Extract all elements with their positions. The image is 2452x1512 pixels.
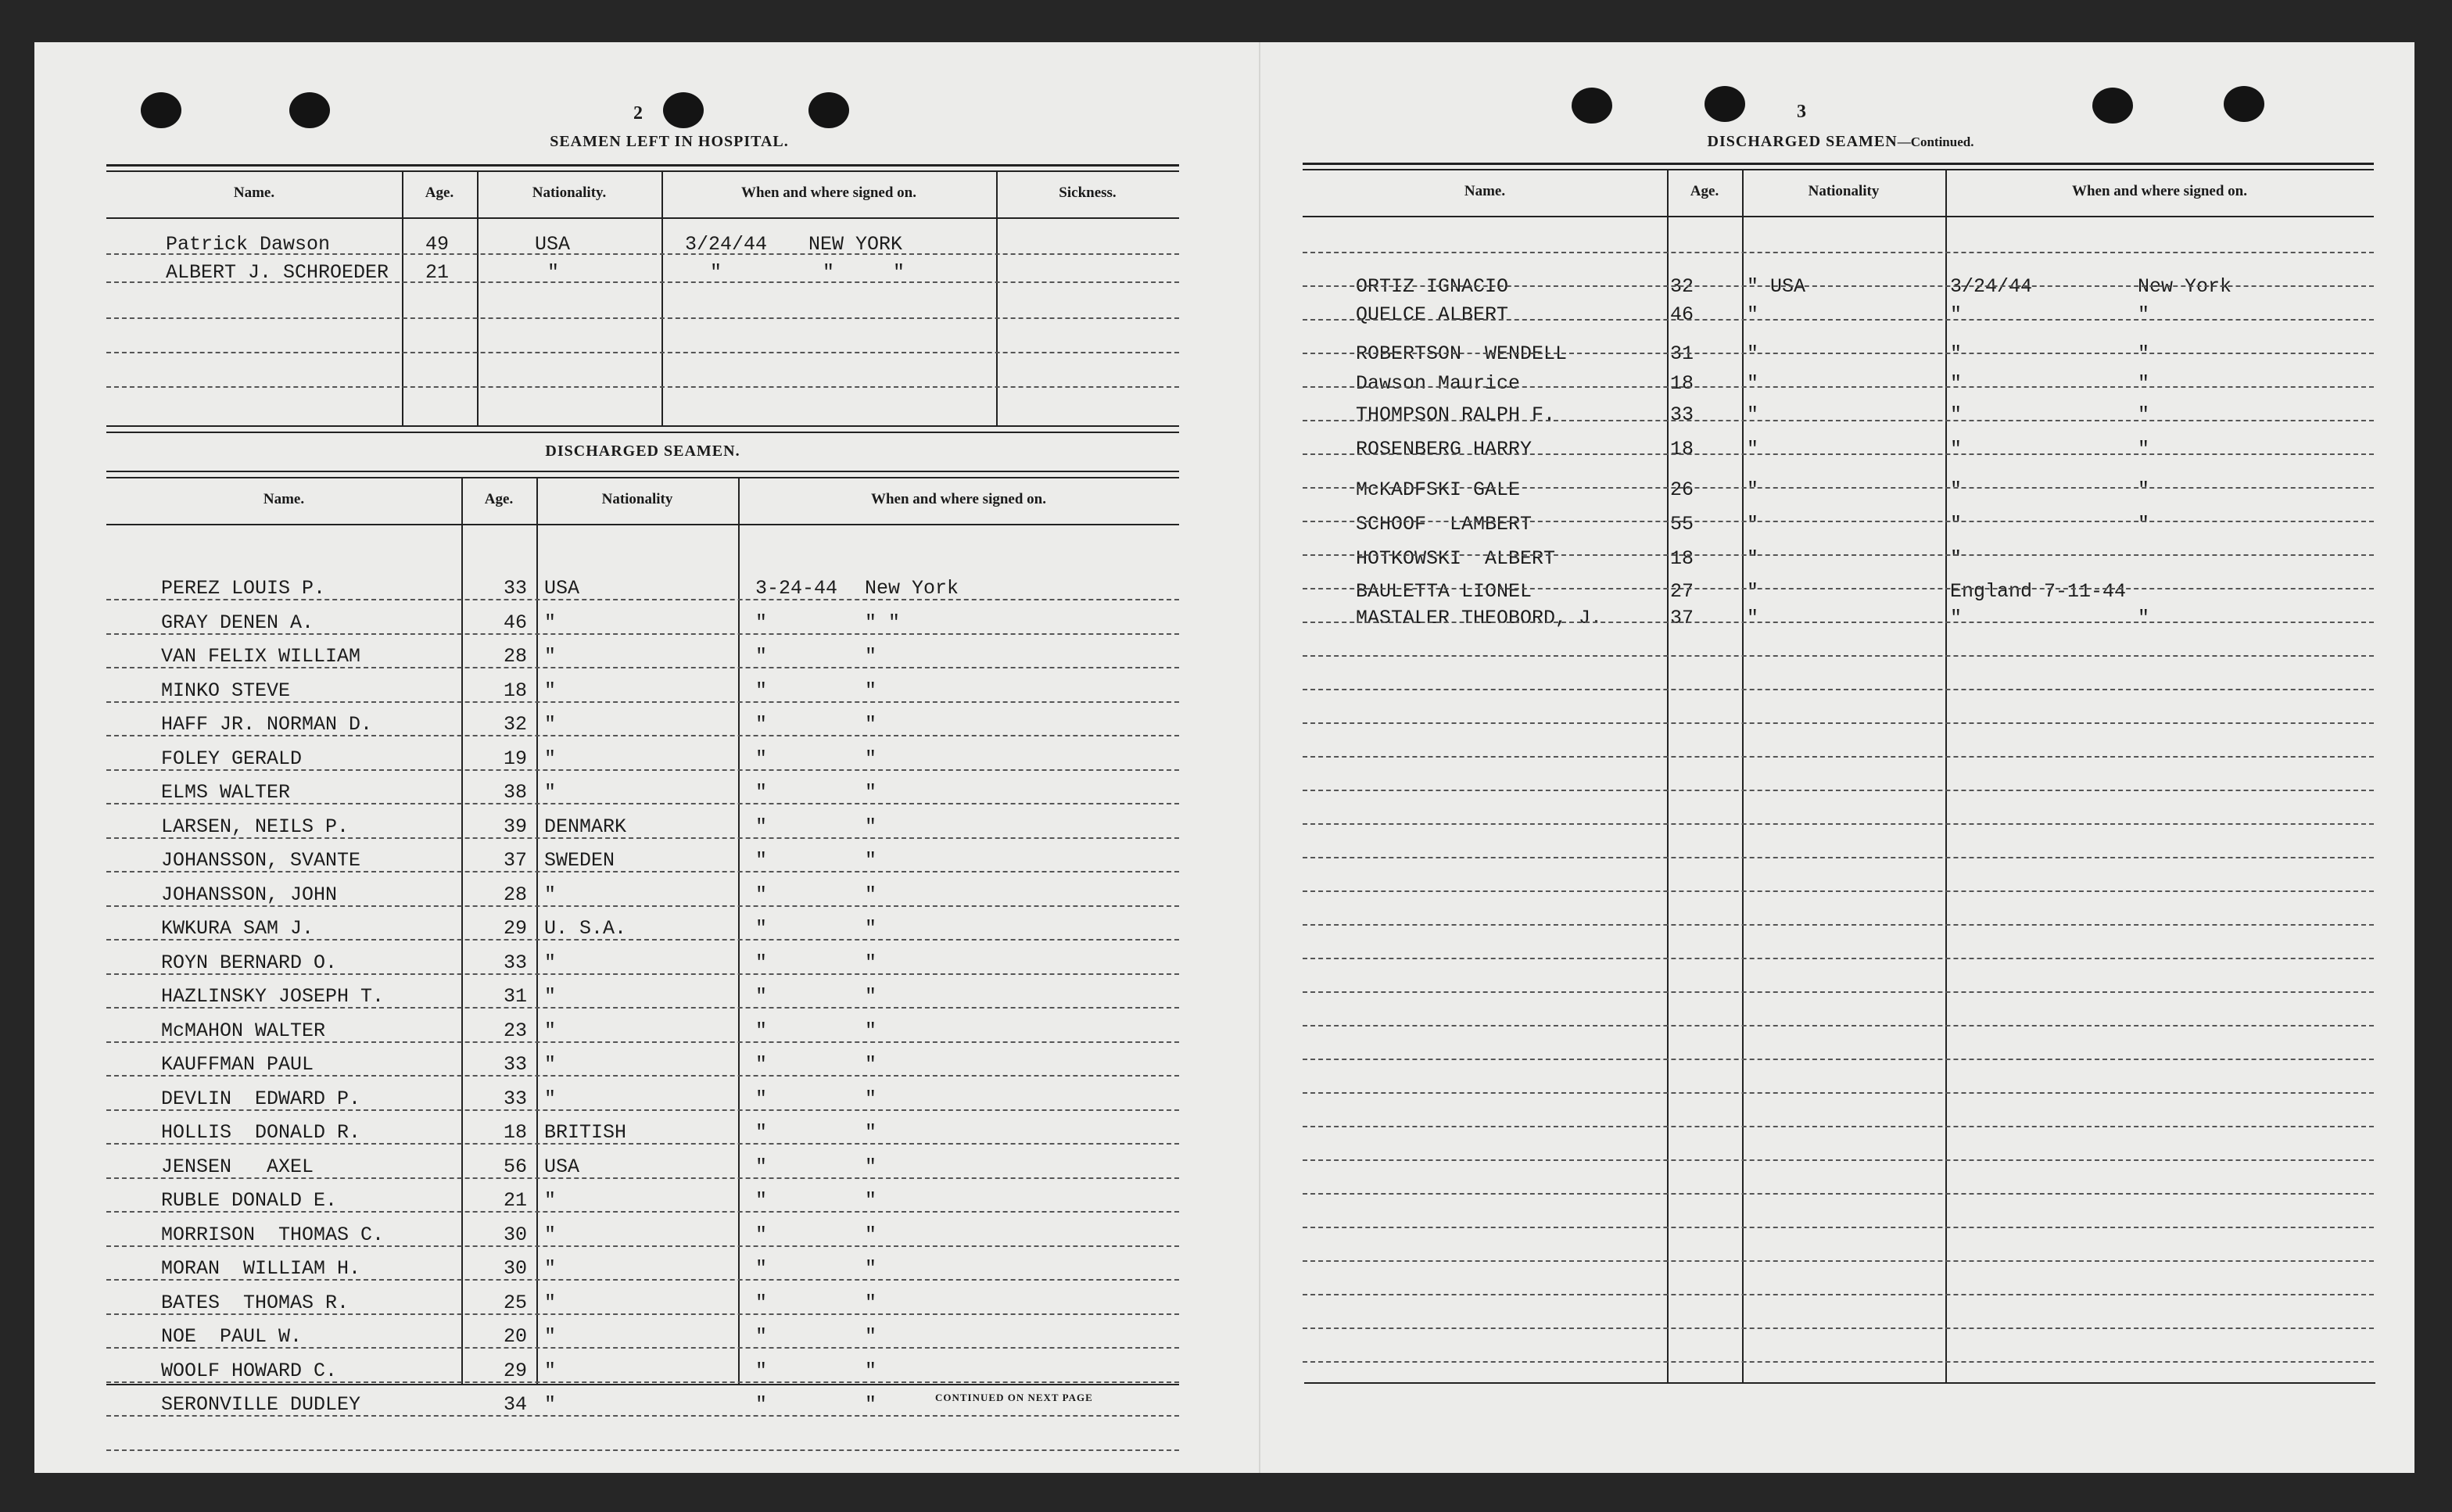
seaman-name: ELMS WALTER [161, 781, 291, 804]
ruled-line [1303, 588, 2374, 589]
seaman-name: MORRISON THOMAS C. [161, 1223, 385, 1246]
signed-on-date: " [755, 1087, 768, 1110]
signed-on-date: " [1950, 303, 1963, 326]
rule [106, 432, 1179, 433]
seaman-nationality: " [544, 713, 557, 736]
page-number-left: 2 [633, 103, 643, 124]
rule [106, 164, 1179, 167]
signed-on-place: New York [2138, 275, 2232, 298]
ruled-line [1303, 958, 2374, 959]
ruled-line [1303, 1227, 2374, 1228]
signed-on-date: " [755, 883, 768, 906]
ruled-line [1303, 420, 2374, 421]
seaman-nationality: " [1747, 547, 1759, 570]
signed-on-date: 3/24/44 [1950, 275, 2033, 298]
seaman-name: ORTIZ IGNACIO [1356, 275, 1509, 298]
ruled-line [106, 599, 1179, 600]
ruled-line [106, 1177, 1179, 1179]
seaman-nationality: USA [544, 1155, 580, 1178]
seaman-name: HAZLINSKY JOSEPH T. [161, 985, 385, 1008]
ruled-line [106, 1041, 1179, 1043]
signed-on-place: " [865, 849, 877, 872]
seaman-name: Dawson Maurice [1356, 372, 1521, 395]
signed-on-place: " [865, 1121, 877, 1144]
seaman-nationality: " [544, 1053, 557, 1076]
seaman-name: ROYN BERNARD O. [161, 951, 338, 974]
signed-on-date: " [755, 611, 768, 634]
punch-hole [2092, 88, 2133, 124]
seaman-name: JENSEN AXEL [161, 1155, 314, 1178]
signed-on-place: " [865, 917, 877, 940]
seaman-age: 29 [504, 917, 528, 940]
column-header-sickness: Sickness. [1059, 185, 1117, 201]
seaman-nationality: " [544, 1393, 557, 1416]
rule [1303, 216, 2374, 217]
seaman-age: 37 [504, 849, 528, 872]
ruled-line [106, 837, 1179, 839]
seaman-nationality: " [1747, 303, 1759, 326]
seaman-nationality: " [544, 985, 557, 1008]
signed-on-place: " [865, 1019, 877, 1042]
ruled-line [1303, 487, 2374, 489]
ruled-line [1303, 924, 2374, 926]
ruled-line [106, 1279, 1179, 1281]
seaman-age: 28 [504, 883, 528, 906]
seaman-name: SERONVILLE DUDLEY [161, 1393, 361, 1416]
signed-on-place: " " [865, 611, 901, 634]
hospital-age: 21 [425, 261, 450, 284]
seaman-name: BATES THOMAS R. [161, 1291, 350, 1314]
signed-on-date: England 7-11-44 [1950, 580, 2127, 603]
seaman-nationality: " [544, 1359, 557, 1382]
signed-on-place: " [865, 1223, 877, 1246]
signed-on-date: " [755, 951, 768, 974]
document-sheet [34, 42, 2414, 1473]
ruled-line [1303, 1260, 2374, 1262]
page-number-right: 3 [1797, 102, 1806, 122]
ruled-line [1303, 1059, 2374, 1060]
signed-on-date: " [755, 1325, 768, 1348]
rule [106, 170, 1179, 172]
seaman-nationality: " [544, 1223, 557, 1246]
signed-on-date: " [1950, 372, 1963, 395]
signed-on-place: " [865, 747, 877, 770]
hospital-nationality: USA [535, 233, 571, 256]
column-header-name: Name. [1464, 183, 1506, 199]
seaman-age: 33 [1670, 403, 1694, 426]
ruled-line [1303, 991, 2374, 993]
signed-on-place: " [865, 1393, 877, 1416]
seaman-nationality: " [544, 1019, 557, 1042]
signed-on-date: " [755, 1155, 768, 1178]
discharged-section-title: DISCHARGED SEAMEN. [545, 442, 740, 460]
ruled-line [106, 973, 1179, 975]
seaman-age: 32 [504, 713, 528, 736]
seaman-name: HOTKOWSKI ALBERT [1356, 547, 1556, 570]
seaman-age: 31 [1670, 342, 1694, 365]
ruled-line [1303, 756, 2374, 758]
signed-on-place: " [865, 1291, 877, 1314]
seaman-age: 18 [504, 679, 528, 702]
column-divider [461, 478, 463, 1385]
ruled-line [1303, 1025, 2374, 1027]
ruled-line [1303, 689, 2374, 690]
seaman-name: THOMPSON RALPH F. [1356, 403, 1556, 426]
ruled-line [1303, 1126, 2374, 1127]
seaman-age: 31 [504, 985, 528, 1008]
seaman-name: LARSEN, NEILS P. [161, 815, 350, 838]
signed-on-place: " [2138, 438, 2150, 460]
ruled-line [1303, 285, 2374, 287]
signed-on-date: " [755, 747, 768, 770]
seaman-name: SCHOOF LAMBERT [1356, 513, 1532, 536]
ruled-line [1303, 1327, 2374, 1329]
punch-hole [289, 92, 330, 128]
hospital-name: ALBERT J. SCHROEDER [166, 261, 389, 284]
hospital-place: NEW YORK [808, 233, 903, 256]
signed-on-place: " [2138, 478, 2150, 501]
seaman-nationality: " [544, 1291, 557, 1314]
ruled-line [1303, 252, 2374, 253]
seaman-age: 26 [1670, 478, 1694, 501]
signed-on-date: " [1950, 513, 1963, 536]
signed-on-date: " [755, 1053, 768, 1076]
column-header-signed-on: When and where signed on. [740, 185, 916, 201]
ruled-line [106, 1245, 1179, 1247]
seaman-name: HAFF JR. NORMAN D. [161, 713, 373, 736]
ruled-line [1303, 319, 2374, 321]
signed-on-date: " [1950, 478, 1963, 501]
ruled-line [1303, 1193, 2374, 1195]
seaman-name: ROBERTSON WENDELL [1356, 342, 1568, 365]
title-main: DISCHARGED SEAMEN [1707, 133, 1898, 150]
seaman-age: 33 [504, 951, 528, 974]
seaman-age: 18 [1670, 372, 1694, 395]
seaman-nationality: " [544, 747, 557, 770]
seaman-name: BAULETTA LIONEL [1356, 580, 1532, 603]
signed-on-place: " [865, 951, 877, 974]
signed-on-date: " [755, 781, 768, 804]
ruled-line [106, 769, 1179, 771]
signed-on-place: " [865, 1053, 877, 1076]
seaman-age: 30 [504, 1223, 528, 1246]
seaman-age: 39 [504, 815, 528, 838]
punch-hole [2224, 86, 2264, 122]
ruled-line [106, 633, 1179, 635]
ruled-line [106, 667, 1179, 668]
seaman-nationality: USA [544, 577, 580, 600]
column-header-signed-on: When and where signed on. [2071, 183, 2247, 199]
seaman-nationality: SWEDEN [544, 849, 615, 872]
seaman-nationality: " USA [1747, 275, 1806, 298]
seaman-nationality: " [1747, 580, 1759, 603]
seaman-age: 23 [504, 1019, 528, 1042]
signed-on-date: " [755, 1019, 768, 1042]
seaman-name: GRAY DENEN A. [161, 611, 314, 634]
column-header-nationality: Nationality. [532, 185, 607, 201]
ruled-line [106, 1109, 1179, 1111]
seaman-age: 46 [1670, 303, 1694, 326]
signed-on-place: " [865, 713, 877, 736]
seaman-name: McKADFSKI GALE [1356, 478, 1521, 501]
seaman-name: PEREZ LOUIS P. [161, 577, 326, 600]
ruled-line [1303, 353, 2374, 354]
hospital-date: 3/24/44 [685, 233, 768, 256]
signed-on-date: " [755, 1291, 768, 1314]
seaman-nationality: " [544, 1325, 557, 1348]
seaman-age: 20 [504, 1325, 528, 1348]
signed-on-date: " [1950, 438, 1963, 460]
rule [106, 217, 1179, 219]
seaman-nationality: " [1747, 342, 1759, 365]
ruled-line [106, 1211, 1179, 1213]
ruled-line [1303, 1294, 2374, 1295]
signed-on-date: " [755, 815, 768, 838]
ruled-line [1303, 823, 2374, 825]
ruled-line [1303, 1092, 2374, 1094]
seaman-age: 33 [504, 1053, 528, 1076]
seaman-name: WOOLF HOWARD C. [161, 1359, 338, 1382]
signed-on-place: " [2138, 303, 2150, 326]
ruled-line [1303, 622, 2374, 623]
seaman-age: 34 [504, 1393, 528, 1416]
seaman-name: KAUFFMAN PAUL [161, 1053, 314, 1076]
seaman-age: 33 [504, 1087, 528, 1110]
signed-on-place: " [2138, 403, 2150, 426]
ruled-line [1303, 722, 2374, 724]
signed-on-place: " [2138, 372, 2150, 395]
seaman-nationality: " [1747, 438, 1759, 460]
signed-on-place: " [865, 645, 877, 668]
seaman-age: 46 [504, 611, 528, 634]
rule [106, 425, 1179, 427]
punch-hole [808, 92, 849, 128]
column-header-name: Name. [263, 491, 305, 507]
ruled-line [106, 1075, 1179, 1077]
seaman-age: 18 [1670, 547, 1694, 570]
seaman-nationality: " [1747, 513, 1759, 536]
continued-note: CONTINUED ON NEXT PAGE [935, 1392, 1093, 1403]
punch-hole [141, 92, 181, 128]
column-header-age: Age. [425, 185, 454, 201]
signed-on-date: " [755, 713, 768, 736]
title-suffix: —Continued. [1897, 134, 1974, 149]
ruled-line [106, 1449, 1179, 1451]
column-header-signed-on: When and where signed on. [870, 491, 1046, 507]
signed-on-date: " [755, 1189, 768, 1212]
signed-on-place: " [865, 1189, 877, 1212]
seaman-name: KWKURA SAM J. [161, 917, 314, 940]
ruled-line [1303, 655, 2374, 657]
seaman-name: MASTALER THEOBORD, J. [1356, 607, 1603, 629]
ruled-line [106, 386, 1179, 388]
seaman-nationality: " [1747, 403, 1759, 426]
seaman-name: DEVLIN EDWARD P. [161, 1087, 361, 1110]
ruled-line [1303, 890, 2374, 892]
hospital-section-title: SEAMEN LEFT IN HOSPITAL. [550, 133, 789, 150]
seaman-age: 21 [504, 1189, 528, 1212]
ruled-line [106, 1007, 1179, 1009]
seaman-age: 25 [504, 1291, 528, 1314]
rule [106, 524, 1179, 525]
seaman-nationality: " [544, 951, 557, 974]
seaman-name: ROSENBERG HARRY [1356, 438, 1532, 460]
seaman-name: McMAHON WALTER [161, 1019, 326, 1042]
ruled-line [1303, 386, 2374, 388]
hospital-nationality: " [547, 261, 560, 284]
signed-on-date: " [1950, 607, 1963, 629]
ruled-line [106, 905, 1179, 907]
column-header-age: Age. [1690, 183, 1719, 199]
ruled-line [106, 735, 1179, 736]
signed-on-place: " [865, 679, 877, 702]
signed-on-place: " [865, 883, 877, 906]
ruled-line [106, 317, 1179, 319]
signed-on-date: " [755, 1223, 768, 1246]
rule [106, 1384, 1179, 1385]
signed-on-date: " [1950, 403, 1963, 426]
seaman-nationality: " [544, 883, 557, 906]
signed-on-date: " [755, 849, 768, 872]
ruled-line [1303, 857, 2374, 858]
signed-on-date: " [755, 645, 768, 668]
column-divider [738, 478, 740, 1385]
seaman-nationality: " [1747, 372, 1759, 395]
seaman-name: VAN FELIX WILLIAM [161, 645, 361, 668]
column-header-nationality: Nationality [601, 491, 673, 507]
signed-on-place: " [2138, 607, 2150, 629]
seaman-nationality: " [544, 1257, 557, 1280]
column-header-age: Age. [484, 491, 514, 507]
seaman-age: 29 [504, 1359, 528, 1382]
ruled-line [1303, 1159, 2374, 1161]
seaman-age: 56 [504, 1155, 528, 1178]
seaman-name: MINKO STEVE [161, 679, 291, 702]
discharged-continued-title [1567, 133, 2114, 151]
seaman-nationality: " [544, 679, 557, 702]
seaman-name: JOHANSSON, JOHN [161, 883, 338, 906]
hospital-place: " " [823, 261, 905, 284]
signed-on-date: " [755, 1257, 768, 1280]
signed-on-place: " [865, 815, 877, 838]
ruled-line [1303, 521, 2374, 522]
seaman-nationality: " [544, 645, 557, 668]
seaman-age: 55 [1670, 513, 1694, 536]
seaman-age: 33 [504, 577, 528, 600]
seaman-name: JOHANSSON, SVANTE [161, 849, 361, 872]
ruled-line [1303, 1361, 2374, 1363]
seaman-age: 28 [504, 645, 528, 668]
seaman-age: 18 [504, 1121, 528, 1144]
signed-on-place: New York [865, 577, 959, 600]
seaman-age: 18 [1670, 438, 1694, 460]
seaman-age: 27 [1670, 580, 1694, 603]
hospital-date: " [710, 261, 722, 284]
seaman-name: FOLEY GERALD [161, 747, 303, 770]
signed-on-place: " [2138, 342, 2150, 365]
hospital-age: 49 [425, 233, 450, 256]
signed-on-date: " [755, 679, 768, 702]
rule [106, 477, 1179, 478]
ruled-line [106, 803, 1179, 804]
signed-on-date: " [755, 1393, 768, 1416]
seaman-nationality: U. S.A. [544, 917, 627, 940]
signed-on-place: " [865, 1155, 877, 1178]
hospital-name: Patrick Dawson [166, 233, 331, 256]
seaman-nationality: " [544, 1189, 557, 1212]
signed-on-date: " [755, 985, 768, 1008]
ruled-line [106, 871, 1179, 872]
signed-on-date: " [1950, 342, 1963, 365]
seaman-name: MORAN WILLIAM H. [161, 1257, 361, 1280]
seaman-age: 30 [504, 1257, 528, 1280]
signed-on-place: " [865, 985, 877, 1008]
seaman-name: QUELCE ALBERT [1356, 303, 1509, 326]
rule [1303, 163, 2374, 165]
rule [1304, 1382, 2375, 1384]
rule [106, 471, 1179, 472]
ruled-line [106, 1347, 1179, 1349]
ruled-line [106, 352, 1179, 353]
seaman-nationality: " [1747, 607, 1759, 629]
signed-on-date: " [755, 917, 768, 940]
seaman-nationality: DENMARK [544, 815, 627, 838]
ruled-line [106, 1381, 1179, 1383]
column-divider [536, 478, 538, 1385]
ruled-line [106, 1313, 1179, 1315]
seaman-age: 32 [1670, 275, 1694, 298]
punch-hole [1705, 86, 1745, 122]
punch-hole [1572, 88, 1612, 124]
column-header-nationality: Nationality [1808, 183, 1880, 199]
column-header-name: Name. [233, 185, 275, 201]
seaman-nationality: " [544, 611, 557, 634]
seaman-nationality: BRITISH [544, 1121, 627, 1144]
seaman-nationality: " [1747, 478, 1759, 501]
ruled-line [1303, 554, 2374, 556]
signed-on-place: " [2138, 513, 2150, 536]
page-fold [1259, 42, 1260, 1473]
signed-on-date: 3-24-44 [755, 577, 838, 600]
seaman-age: 19 [504, 747, 528, 770]
signed-on-place: " [865, 1325, 877, 1348]
seaman-name: NOE PAUL W. [161, 1325, 303, 1348]
seaman-age: 37 [1670, 607, 1694, 629]
seaman-age: 38 [504, 781, 528, 804]
ruled-line [106, 939, 1179, 941]
ruled-line [106, 701, 1179, 703]
seaman-nationality: " [544, 1087, 557, 1110]
punch-hole [663, 92, 704, 128]
seaman-nationality: " [544, 781, 557, 804]
signed-on-date: " [755, 1359, 768, 1382]
ruled-line [1303, 790, 2374, 791]
signed-on-place: " [865, 781, 877, 804]
signed-on-place: " [865, 1359, 877, 1382]
seaman-name: HOLLIS DONALD R. [161, 1121, 361, 1144]
signed-on-date: " [1950, 547, 1963, 570]
signed-on-place: " [865, 1087, 877, 1110]
rule [1303, 169, 2374, 170]
seaman-name: RUBLE DONALD E. [161, 1189, 338, 1212]
ruled-line [1303, 453, 2374, 455]
signed-on-date: " [755, 1121, 768, 1144]
signed-on-place: " [865, 1257, 877, 1280]
ruled-line [106, 1143, 1179, 1145]
ruled-line [106, 1415, 1179, 1417]
